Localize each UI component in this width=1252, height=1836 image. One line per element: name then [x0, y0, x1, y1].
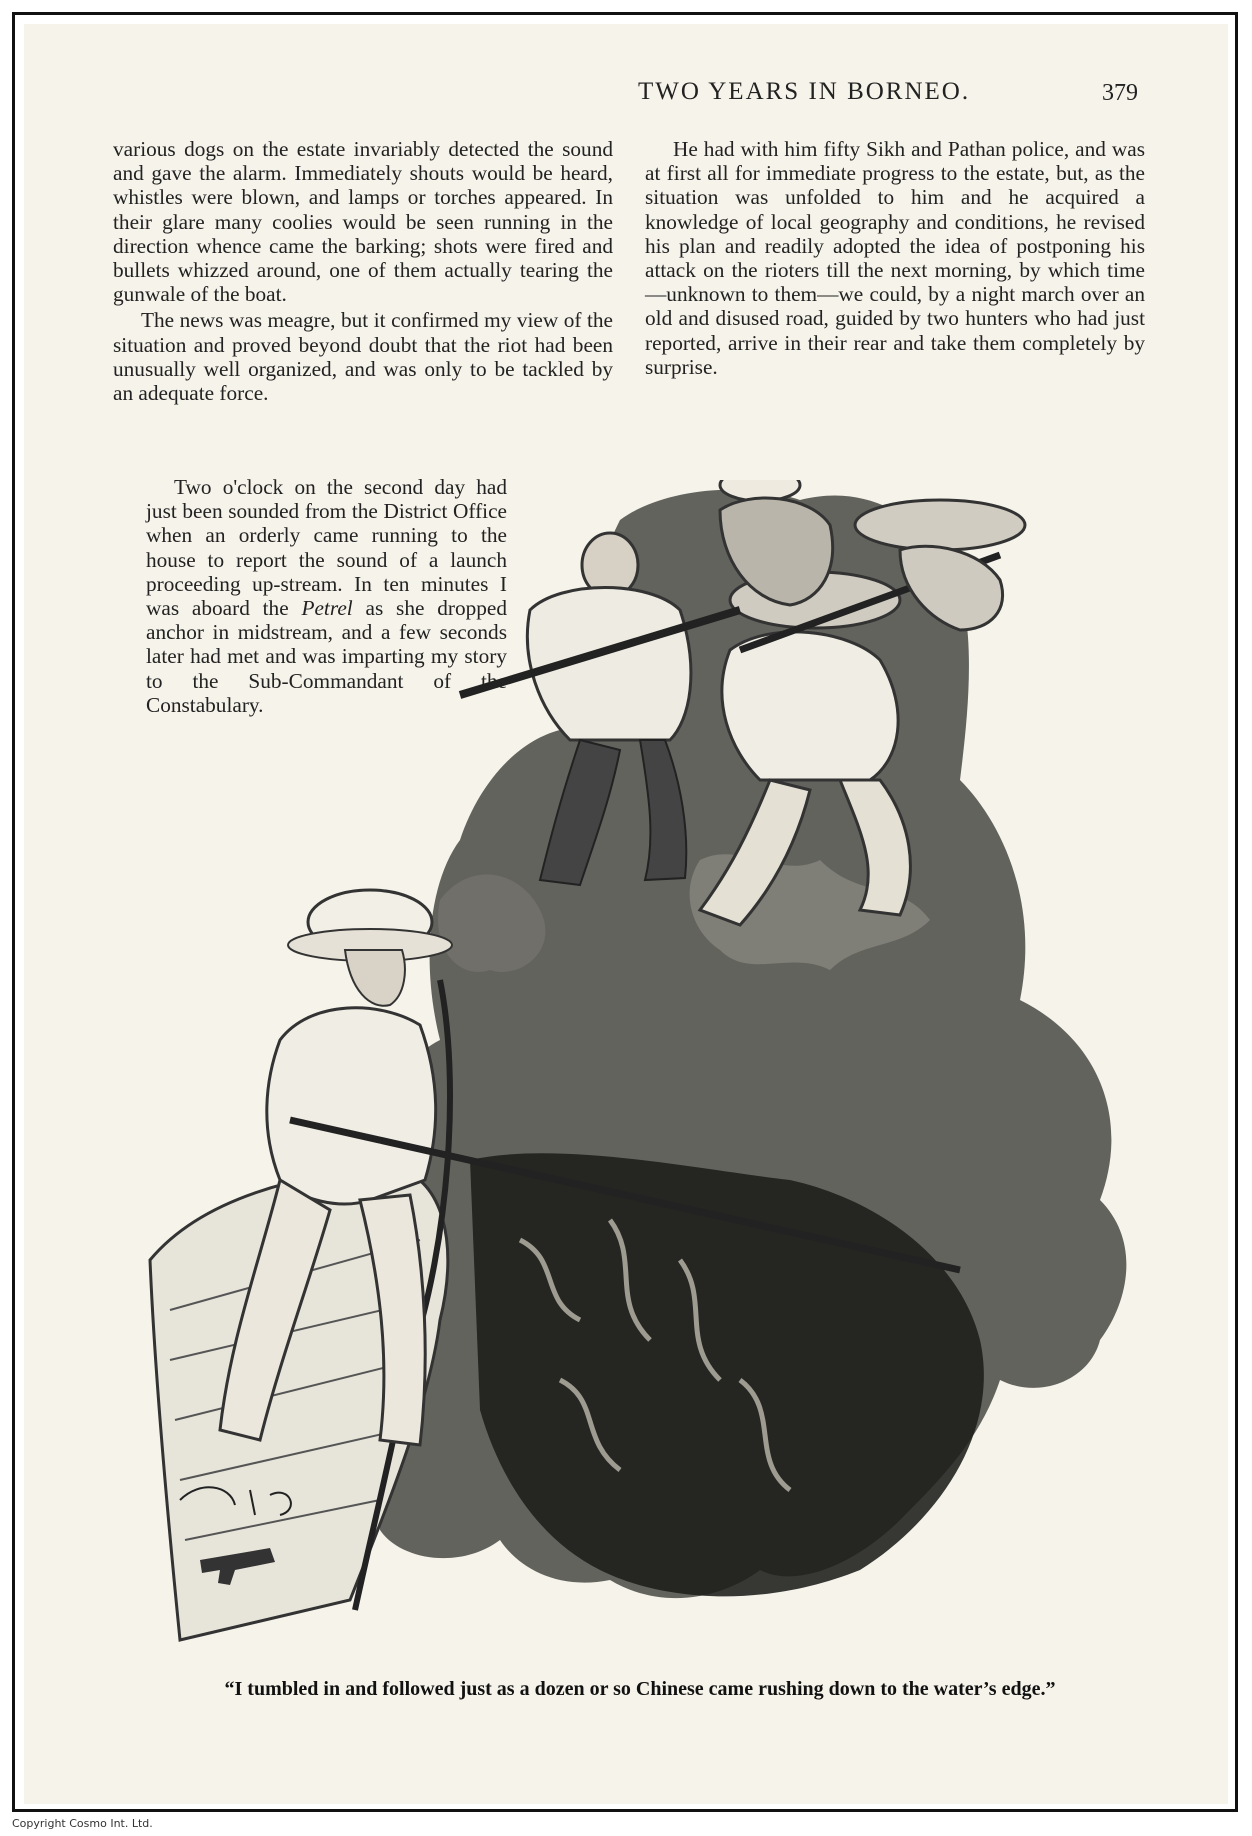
illustration [140, 480, 1145, 1665]
page-number: 379 [1102, 80, 1138, 106]
left-paragraph-2: The news was meagre, but it confirmed my view of the situation and proved beyond doubt that the riot had been unusually well organized, and was only to be tackled by an adequate force. [113, 308, 613, 406]
right-column [645, 137, 1145, 381]
paragraph-3-start: Two o'clock on the second day had just been sounded from the District Office when an orderly came running to the house to report the sound of a launch proceeding up-stream. In ten minutes I was aboard the [146, 475, 507, 621]
ship-name: Petrel [301, 596, 353, 621]
left-column-top [113, 137, 613, 407]
page-header [638, 78, 1138, 106]
runner-1-body [722, 632, 898, 780]
copyright-notice: Copyright Cosmo Int. Ltd. [12, 1817, 153, 1830]
straw-hat-2 [855, 500, 1025, 550]
running-title: TWO YEARS IN BORNEO. [638, 78, 971, 105]
right-paragraph-1: He had with him fifty Sikh and Pathan police, and was at first all for immediate progress to the estate, but, as the situation was unfolded to him and he acquired a knowledge of local geography and conditions, he revised his plan and readily adopted the idea of postponing his attack on the rioters till the next morning, by which time—unknown to them—we could, by a night march over an old and disused road, guided by two hunters who had just reported, arrive in their rear and take them completely by surprise. [645, 137, 1145, 379]
paragraph-3-end: as she dropped anchor in midstream, and a few seconds later had met and was imparting my story to the Sub-Commandant of the Constabulary. [146, 596, 508, 717]
man-body [267, 1008, 436, 1204]
left-paragraph-1: various dogs on the estate invariably detected the sound and gave the alarm. Immediately shouts would be heard, whistles were blown, and lamps or torches appeared. In their glare many coolies would be seen running in the direction whence came the barking; shots were fired and bullets whizzed around, one of them actually tearing the gunwale of the boat. [113, 137, 613, 307]
man-head [345, 950, 405, 1006]
illustration-caption: “I tumbled in and followed just as a dozen or so Chinese came rushing down to the water’s edge.” [224, 1678, 1056, 1700]
